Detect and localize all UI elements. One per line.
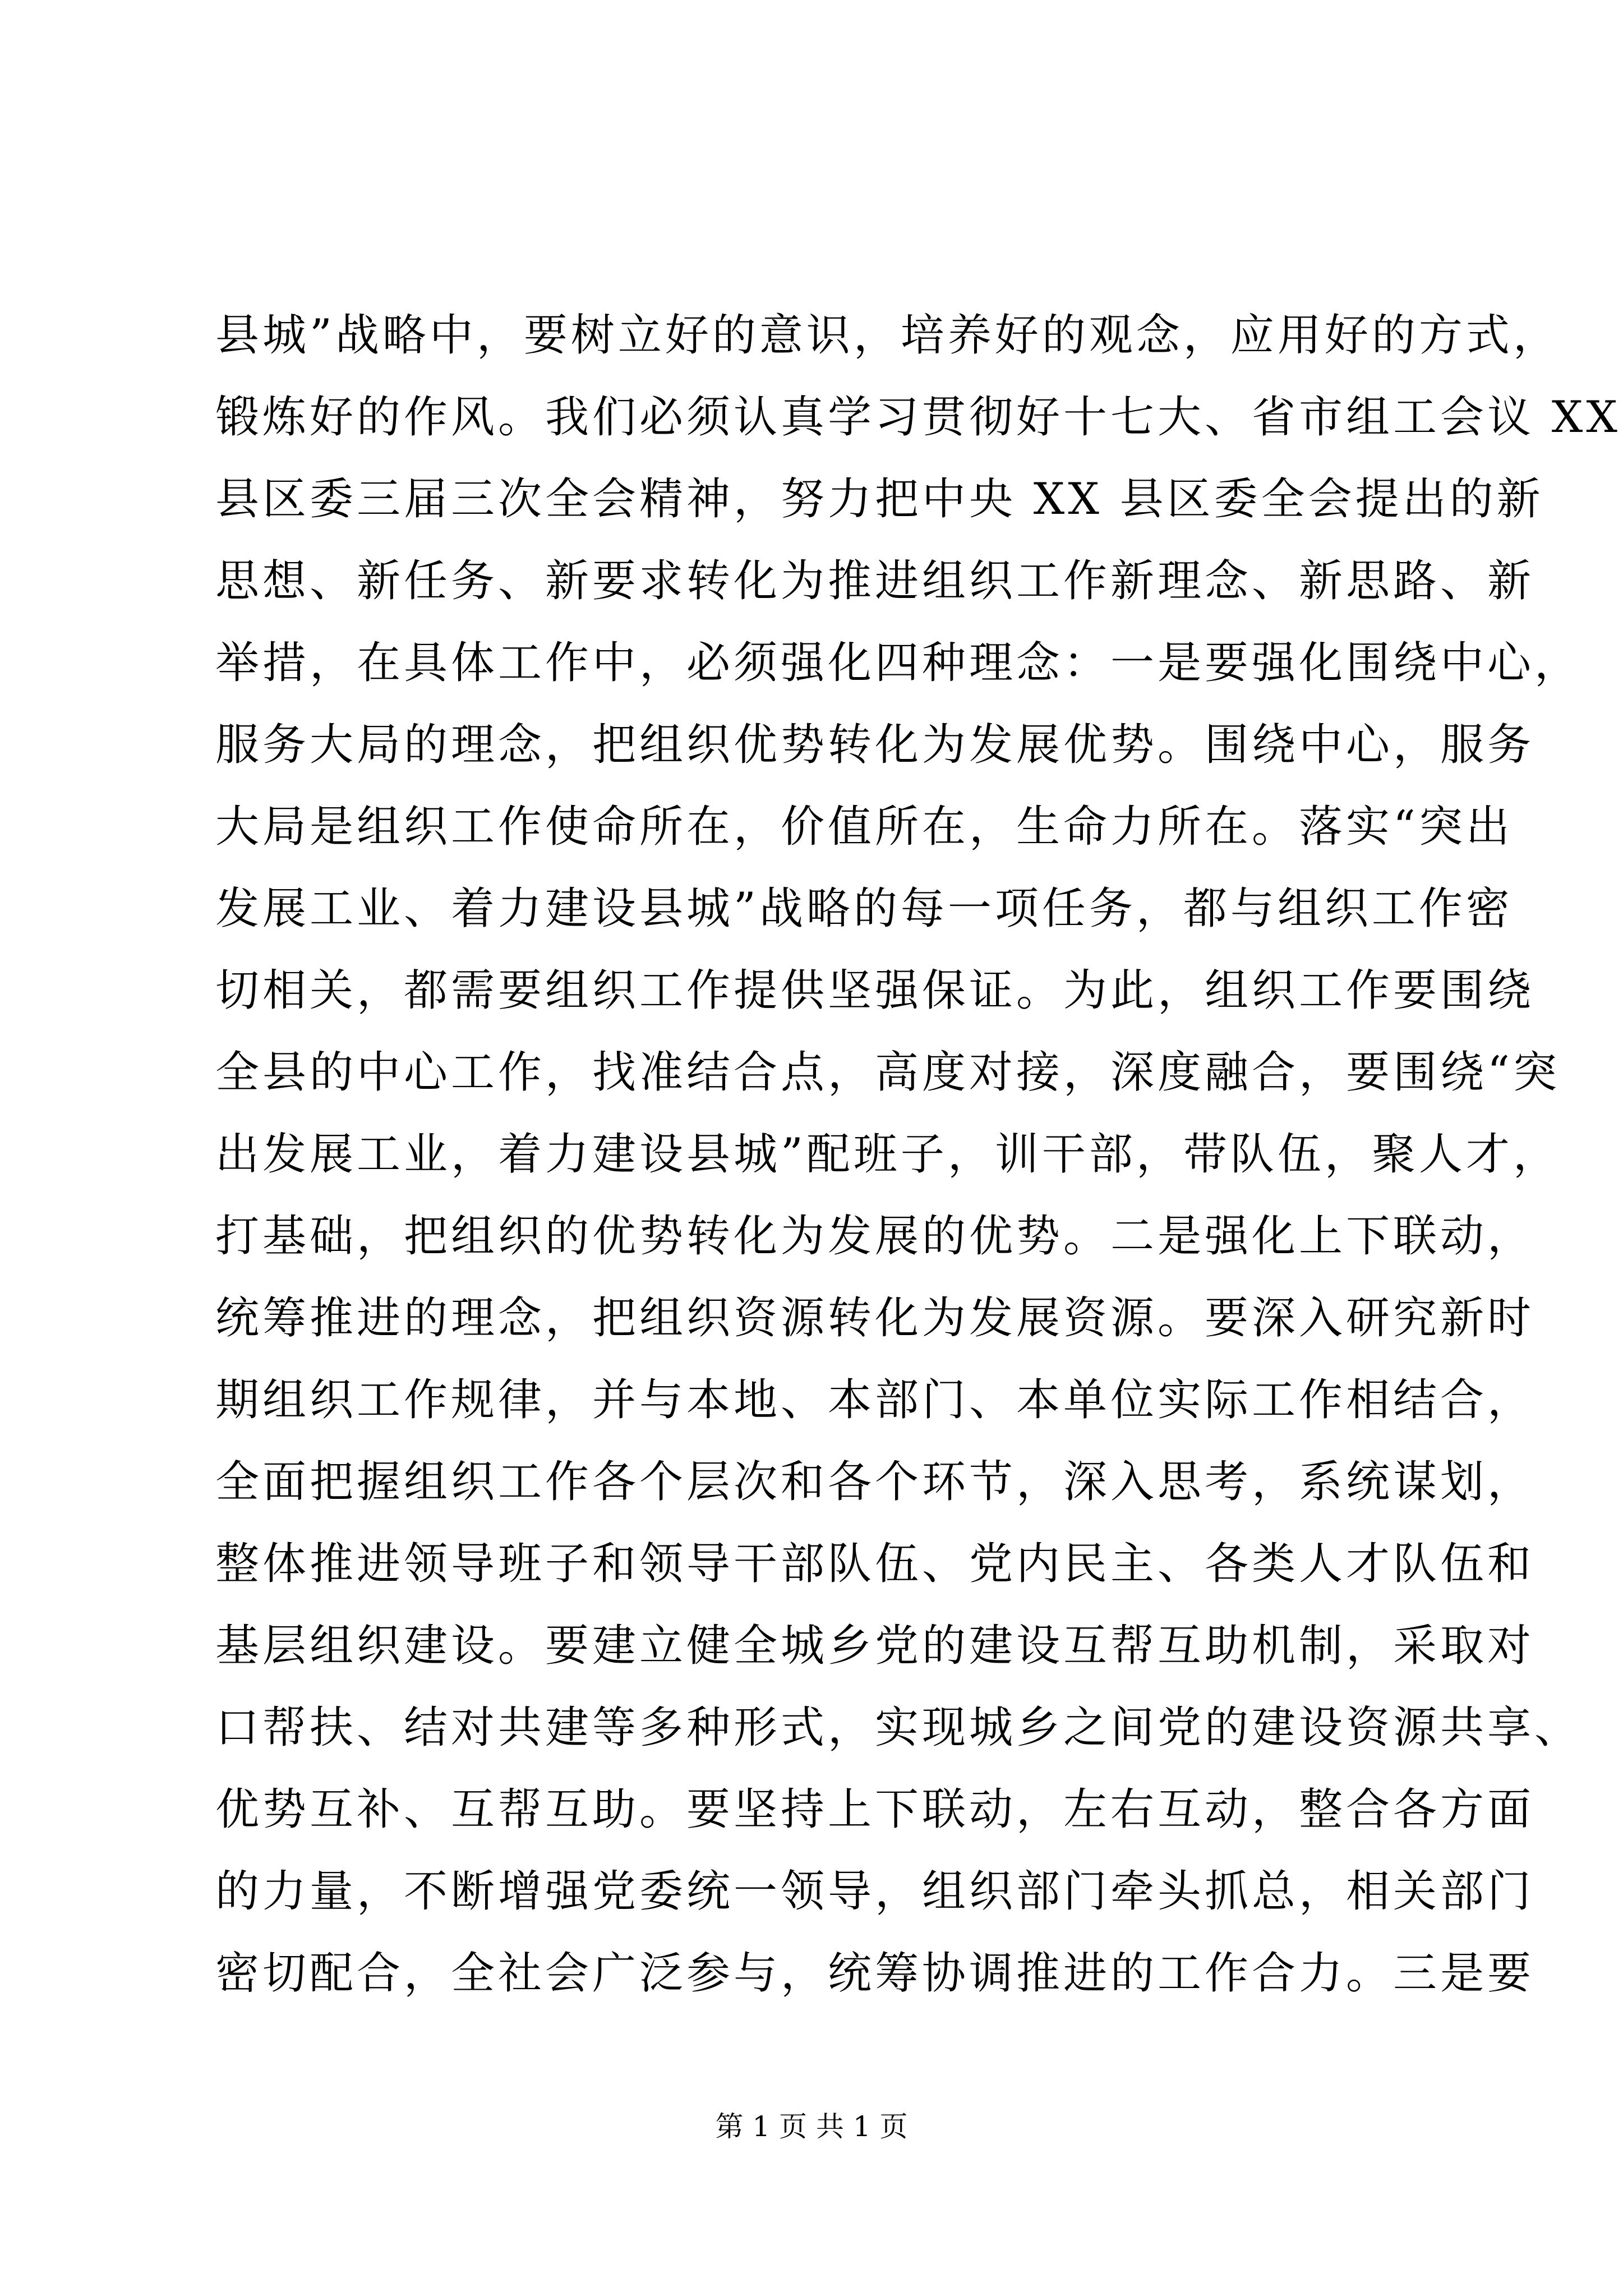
text-line-21: 密切配合，全社会广泛参与，统筹协调推进的工作合力。三是要 [215,1948,1535,1999]
text-line-16: 整体推进领导班子和领导干部队伍、党内民主、各类人才队伍和 [215,1539,1535,1589]
text-line-20: 的力量，不断增强党委统一领导，组织部门牵头抓总，相关部门 [215,1866,1535,1917]
page-number-footer: 第 1 页 共 1 页 [715,2110,908,2143]
text-line-10: 全县的中心工作，找准结合点，高度对接，深度融合，要围绕“突 [215,1047,1560,1098]
text-line-18: 口帮扶、结对共建等多种形式，实现城乡之间党的建设资源共享、 [215,1703,1582,1753]
text-line-12: 打基础，把组织的优势转化为发展的优势。二是强化上下联动， [215,1211,1535,1262]
text-line-3: 县区委三届三次全会精神，努力把中央 XX 县区委全会提出的新 [215,474,1544,524]
text-line-2: 锻炼好的作风。我们必须认真学习贯彻好十七大、省市组工会议 XX [215,392,1621,443]
text-line-1: 县城”战略中，要树立好的意识，培养好的观念，应用好的方式， [215,310,1560,361]
text-line-14: 期组织工作规律，并与本地、本部门、本单位实际工作相结合， [215,1375,1535,1425]
text-line-7: 大局是组织工作使命所在，价值所在，生命力所在。落实“突出 [215,802,1513,852]
text-line-15: 全面把握组织工作各个层次和各个环节，深入思考，系统谋划， [215,1457,1535,1507]
text-line-8: 发展工业、着力建设县城”战略的每一项任务，都与组织工作密 [215,884,1513,934]
text-line-17: 基层组织建设。要建立健全城乡党的建设互帮互助机制，采取对 [215,1621,1535,1671]
text-line-4: 思想、新任务、新要求转化为推进组织工作新理念、新思路、新 [215,556,1535,606]
text-line-19: 优势互补、互帮互助。要坚持上下联动，左右互动，整合各方面 [215,1784,1535,1835]
text-line-6: 服务大局的理念，把组织优势转化为发展优势。围绕中心，服务 [215,720,1535,770]
text-line-5: 举措，在具体工作中，必须强化四种理念：一是要强化围绕中心， [215,638,1582,688]
text-line-11: 出发展工业，着力建设县城”配班子，训干部，带队伍，聚人才， [215,1129,1560,1180]
text-line-13: 统筹推进的理念，把组织资源转化为发展资源。要深入研究新时 [215,1293,1535,1343]
text-line-9: 切相关，都需要组织工作提供坚强保证。为此，组织工作要围绕 [215,965,1535,1016]
body-text [215,295,1621,2014]
